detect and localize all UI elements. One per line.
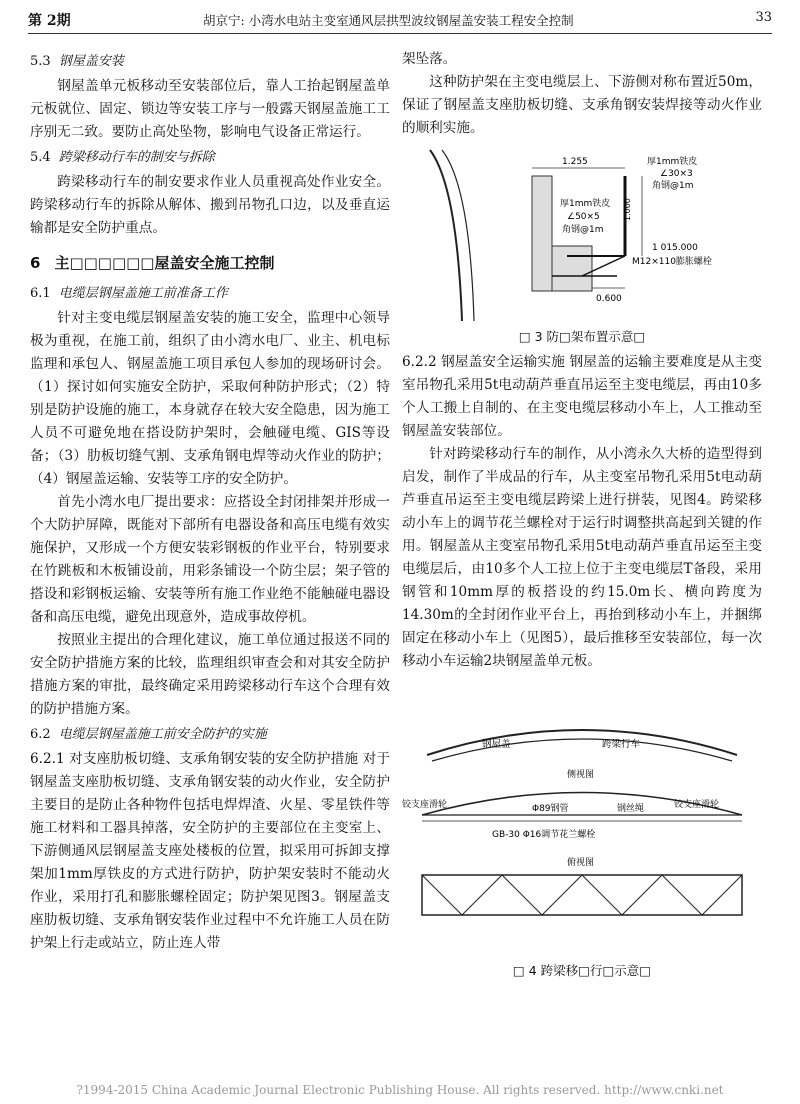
label-pulley-right: 铰支座滑轮	[674, 800, 720, 810]
paragraph: 6.2.1 对支座肋板切缝、支承角钢安装的安全防护措施 对于钢屋盖支座肋板切缝、支承角钢安装的动火作业，安全防护主要目的是防止各种物件包括电焊焊渣、火星、零星铁件等施工材料和工器具掉落，安全防护的主要部位在主变室上、下游侧通风层钢屋盖支座处楼板的位置，拟采用可拆卸支撑架加1mm厚铁皮的方式进行防护，防护架安装时不能动火作业，采用打孔和膨胀螺栓固定；防护架见图3。钢屋盖支座肋板切缝、支承角钢安装作业过程中不允许施工人员在防护架上行走或站立，防止连人带	[30, 751, 390, 951]
top-view-title: 俯视图	[567, 858, 595, 868]
label-rope: 钢丝绳	[617, 804, 645, 814]
paragraph: 架坠落。	[402, 51, 457, 67]
figure-3-caption: □ 3 防□架布置示意□	[518, 329, 646, 344]
left-column	[30, 48, 390, 955]
label-roof: 钢屋盖	[482, 739, 511, 750]
dim-top: 1.255	[562, 157, 588, 167]
note-right-2: ∠30×3	[660, 169, 693, 179]
figure-3-drawing	[402, 146, 762, 321]
note-right-3: 角钢@1m	[652, 181, 694, 191]
concrete-wall	[532, 176, 552, 291]
paragraph: 这种防护架在主变电缆层上、下游侧对称布置近50m，保证了钢屋盖支座肋板切缝、支承角钢安装焊接等动火作业的顺利实施。	[402, 74, 762, 136]
top-truss	[422, 875, 742, 915]
figure-3	[402, 146, 762, 345]
bolt-note: M12×110膨胀螺栓	[632, 257, 712, 267]
top-frame	[422, 875, 742, 915]
page-number: 33	[755, 10, 772, 25]
side-view-title: 侧视图	[567, 770, 595, 780]
paragraph: 针对主变电缆层钢屋盖安装的施工安全，监理中心领导极为重视，在施工前，组织了由小湾水电厂、业主、机电标监理和承包人、钢屋盖施工项目承包人参加的现场研讨会。（1）探讨如何实施安全防护，采取何种防护形式；（2）特别是防护设施的施工，本身就存在较大安全隐患，因为施工人员不可避免地在搭设防护架时，会触碰电缆、GIS等设备；（3）肋板切缝气割、支承角钢电焊等动火作业的防护；（4）钢屋盖运输、安装等工序的安全防护。	[30, 310, 390, 487]
paragraph: 针对跨梁移动行车的制作，从小湾永久大桥的造型得到启发，制作了半成品的行车，从主变室吊物孔采用5t电动葫芦垂直吊运至主变电缆层跨梁上进行拼装，见图4。跨梁移动小车上的调节花兰螺栓对于运行时调整拱高起到关键的作用。钢屋盖从主变室吊物孔采用5t电动葫芦垂直吊运至主变电缆层后，由10多个人工拉上位于主变电缆层T备段，采用钢管和10mm厚的板搭设的约15.0m长、横向跨度为14.30m的全封闭作业平台上，再抬到移动小车上，并捆绑固定在移动小车上（见图5），最后推移至安装部位，每一次移动小车运输2块钢屋盖单元板。	[402, 446, 762, 669]
section-6-heading: 6 主□□□□□□屋盖安全施工控制	[30, 254, 275, 272]
paragraph: 按照业主提出的合理化建议，施工单位通过报送不同的安全防护措施方案的比较，监理组织审查会和对其安全防护措施方案的审批，最终确定采用跨梁移动行车这个合理有效的防护措施方案。	[30, 632, 390, 717]
paragraph: 6.2.2 钢屋盖安全运输实施 钢屋盖的运输主要难度是从主变室吊物孔采用5t电动葫芦垂直吊运至主变电缆层，再由10多个人工搬上自制的、在主变电缆层移动小车上，人工推动至钢屋盖安装部位。	[402, 354, 762, 439]
section-5-4-heading: 5.4 跨梁移动行车的制安与拆除	[30, 150, 215, 165]
label-pulley-left: 铰支座滑轮	[402, 800, 448, 810]
paragraph: 跨梁移动行车的制安要求作业人员重视高处作业安全。跨梁移动行车的拆除从解体、搬到吊物孔口边，以及垂直运输都是安全防护重点。	[30, 174, 390, 236]
roof-arch	[427, 730, 737, 755]
paragraph: 钢屋盖单元板移动至安装部位后，靠人工抬起钢屋盖单元板就位、固定、锁边等安装工序与一般露天钢屋盖施工工序别无二致。要防止高处坠物，影响电气设备正常运行。	[30, 78, 390, 140]
running-title: 胡京宁: 小湾水电站主变室通风层拱型波纹钢屋盖安装工程安全控制	[203, 13, 574, 28]
header-rule	[28, 33, 772, 34]
note-left-1: 厚1mm铁皮	[560, 199, 611, 209]
right-column	[402, 48, 762, 985]
label-pipe: Φ89钢管	[532, 804, 569, 814]
label-trolley: 跨梁行车	[602, 739, 641, 750]
elevation: 1 015.000	[652, 243, 698, 253]
section-6-1-heading: 6.1 电缆层钢屋盖施工前准备工作	[30, 286, 228, 301]
page-header	[28, 8, 772, 32]
note-left-3: 角钢@1m	[562, 225, 604, 235]
concrete-slab	[552, 246, 592, 291]
section-5-3-heading: 5.3 钢屋盖安装	[30, 54, 124, 69]
dim-vert: 1.000	[623, 198, 632, 221]
issue-number: 第 2期	[28, 13, 71, 29]
note-left-2: ∠50×5	[567, 212, 600, 222]
figure-4-drawing	[402, 715, 762, 955]
arch-line	[442, 150, 474, 321]
label-bolt: GB-30 Φ16调节花兰螺栓	[492, 830, 596, 840]
section-6-2-heading: 6.2 电缆层钢屋盖施工前安全防护的实施	[30, 727, 267, 742]
figure-4	[402, 715, 762, 979]
dim-bottom: 0.600	[596, 294, 622, 304]
arch-line	[430, 150, 462, 321]
footer: ?1994-2015 China Academic Journal Electronic Publishing House. All rights reserved. http://www.cnki.net	[76, 1083, 724, 1097]
figure-4-caption: □ 4 跨梁移□行□示意□	[512, 963, 652, 978]
paragraph: 首先小湾水电厂提出要求：应搭设全封闭排架并形成一个大防护屏障，既能对下部所有电器设备和高压电缆有效实施保护，又形成一个方便安装彩钢板的作业平台，特别要求在竹跳板和木板铺设前，用彩条铺设一个防尘层；架子管的搭设和彩钢板运输、安装等所有施工作业绝不能触碰电器设备和高压电缆，避免出现意外，造成事故停机。	[30, 494, 390, 625]
note-right-1: 厚1mm铁皮	[647, 157, 698, 167]
